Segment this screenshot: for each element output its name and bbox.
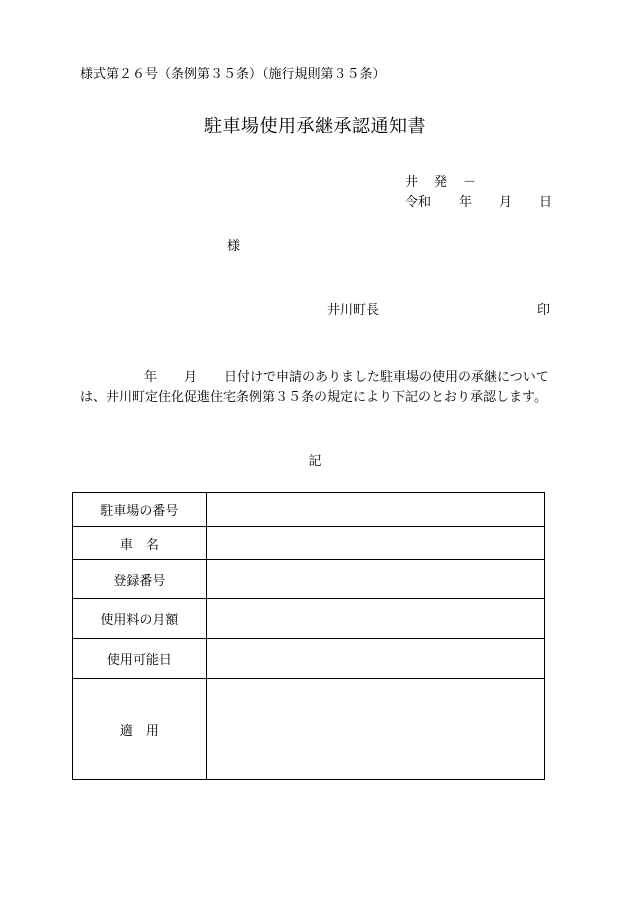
document-title: 駐車場使用承継承認通知書 — [204, 116, 426, 137]
row-value-available-date — [206, 639, 544, 679]
body-month: 月 — [184, 370, 198, 385]
reference-prefix: 井 — [405, 175, 419, 190]
date-era: 令和 — [405, 195, 432, 210]
issuer-name: 井川町長 — [327, 303, 380, 318]
date-year: 年 — [459, 195, 473, 210]
issue-date — [405, 196, 552, 209]
table-row — [73, 639, 545, 679]
row-value-monthly-fee — [206, 599, 544, 639]
row-value-car-name — [206, 527, 544, 560]
seal-mark: 印 — [537, 303, 551, 318]
row-label-car-name: 車 名 — [73, 527, 207, 560]
body-text: 日付けで申請のありました駐車場の使用の承継については、井川町定住化促進住宅条例第３５条の規定により下記のとおり承認します。 — [80, 370, 549, 405]
body-year: 年 — [144, 370, 158, 385]
addressee-suffix: 様 — [227, 239, 241, 254]
row-value-parking-number — [206, 493, 544, 527]
row-label-parking-number: 駐車場の番号 — [73, 493, 207, 527]
row-value-remarks — [206, 679, 544, 780]
body-paragraph — [80, 368, 550, 408]
detail-table — [72, 492, 545, 780]
table-row — [73, 599, 545, 639]
table-row — [73, 679, 545, 780]
date-month: 月 — [499, 195, 513, 210]
row-label-registration-number: 登録番号 — [73, 560, 207, 599]
reference-suffix: － — [463, 175, 477, 190]
row-value-registration-number — [206, 560, 544, 599]
ki-heading: 記 — [308, 454, 322, 469]
table-row — [73, 527, 545, 560]
reference-number — [405, 176, 476, 189]
row-label-remarks: 適 用 — [73, 679, 207, 780]
date-day: 日 — [539, 195, 553, 210]
reference-middle: 発 — [434, 175, 448, 190]
row-label-available-date: 使用可能日 — [73, 639, 207, 679]
table-row — [73, 493, 545, 527]
table-row — [73, 560, 545, 599]
form-number: 様式第２６号（条例第３５条）（施行規則第３５条） — [80, 67, 386, 82]
row-label-monthly-fee: 使用料の月額 — [73, 599, 207, 639]
